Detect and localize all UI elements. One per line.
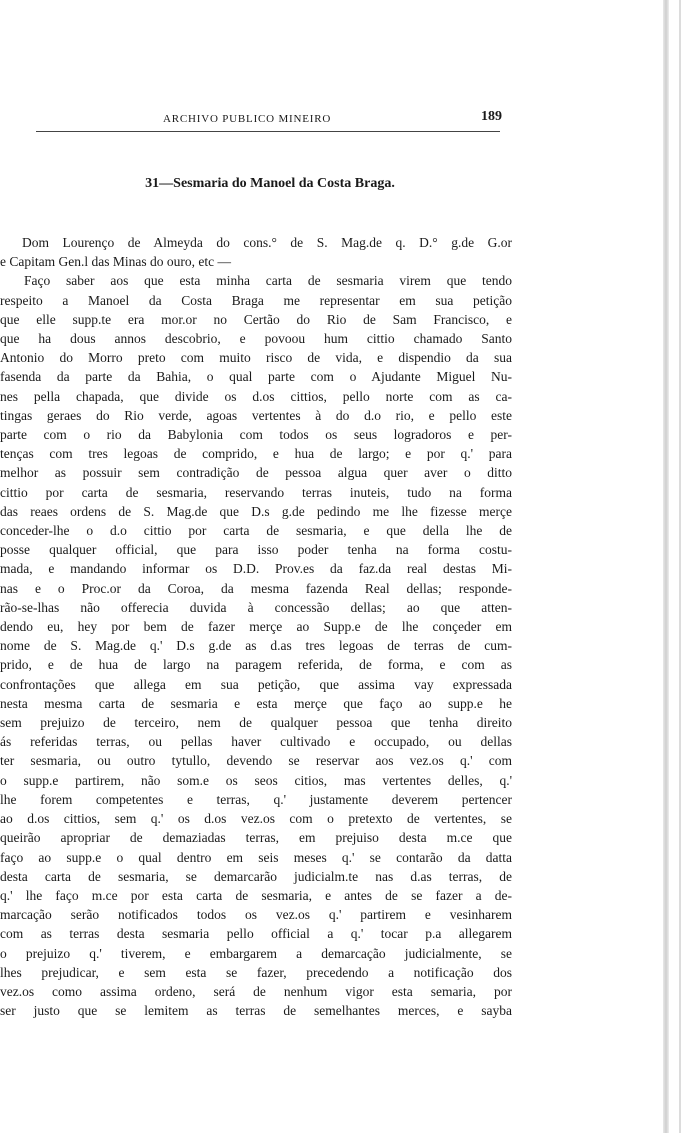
text-line: queirão apropriar de demaziadas terras, em prejuiso desta m.ce que: [0, 830, 512, 846]
text-line: parte com o rio da Babylonia com todos os seus logradoros e per-: [0, 427, 512, 443]
text-line: tingas geraes do Rio verde, agoas vertentes à do d.o rio, e pello este: [0, 407, 512, 423]
header-rule: [36, 131, 500, 132]
text-line: Antonio do Morro preto com muito risco de vida, e dispendio da sua: [0, 350, 512, 366]
text-line: desta carta de sesmaria, se demarcarão judicialm.te nas d.as terras, de: [0, 868, 512, 884]
text-line: dendo eu, hey por bem de fazer merçe ao Supp.e de lhe conçeder em: [0, 619, 512, 635]
running-title: ARCHIVO PUBLICO MINEIRO: [163, 113, 332, 125]
text-line: o prejuizo q.' tiverem, e embargarem a demarcação judicialmente, se: [0, 945, 512, 961]
text-line: respeito a Manoel da Costa Braga me representar em sua petição: [0, 292, 512, 308]
page-gutter-shadow: [663, 0, 669, 1133]
text-line: vez.os como assima ordeno, será de nenhum vigor esta semaria, por: [0, 983, 512, 999]
text-line: ao d.os cittios, sem q.' os d.os vez.os com o pretexto de vertentes, se: [0, 811, 512, 827]
text-line: Faço saber aos que esta minha carta de sesmaria virem que tendo: [24, 273, 512, 289]
text-line: marcação serão notificados todos os vez.os q.' partirem e vesinharem: [0, 907, 512, 923]
text-line: nesta mesma carta de sesmaria e esta merçe que faço ao supp.e he: [0, 695, 512, 711]
text-line: mada, e mandando informar os D.D. Prov.es da faz.da real destas Mi-: [0, 561, 512, 577]
text-line: tenças com tres legoas de comprido, e hua de largo; e por q.' para: [0, 446, 512, 462]
text-line: nes pella chapada, que divide os d.os cittios, pello norte com as ca-: [0, 388, 512, 404]
text-line: com as terras desta sesmaria pello official a q.' tocar p.a allegarem: [0, 926, 512, 942]
text-line: que ha dous annos descobrio, e povoou hum cittio chamado Santo: [0, 331, 512, 347]
text-line: nas e o Proc.or da Coroa, da mesma fazenda Real dellas; responde-: [0, 580, 512, 596]
text-line: lhe forem competentes e terras, q.' justamente deverem pertencer: [0, 791, 512, 807]
text-line: Dom Lourenço de Almeyda do cons.° de S. Mag.de q. D.° g.de G.or: [22, 235, 512, 250]
text-line: das reaes ordens de S. Mag.de que D.s g.de pedindo me lhe fizesse merçe: [0, 503, 512, 519]
text-line: fasenda da parte da Bahia, o qual parte com o Ajudante Miguel Nu-: [0, 369, 512, 385]
text-line: rão-se-lhas não offerecia duvida à concessão dellas; ao que atten-: [0, 599, 512, 615]
text-line: melhor as possuir sem contradição de pessoa algua quer aver o ditto: [0, 465, 512, 481]
text-line: ser justo que se lemitem as terras de semelhantes merces, e sayba: [0, 1003, 512, 1019]
text-line: confrontações que allega em sua petição, que assima vay expressada: [0, 676, 512, 692]
section-heading: 31—Sesmaria do Manoel da Costa Braga.: [145, 176, 395, 191]
text-line: nome de S. Mag.de q.' D.s g.de as d.as tres legoas de terras de cum-: [0, 638, 512, 654]
text-line: o supp.e partirem, não som.e os seos citios, mas vertentes delles, q.': [0, 772, 512, 788]
text-line: conceder-lhe o d.o cittio por carta de sesmaria, e que della lhe de: [0, 523, 512, 539]
text-line: e Capitam Gen.l das Minas do ouro, etc —: [0, 254, 231, 270]
text-line: posse qualquer official, que para isso poder tenha na forma costu-: [0, 542, 512, 558]
text-line: q.' lhe faço m.ce por esta carta de sesmaria, e antes de se fazer a de-: [0, 887, 512, 903]
page-edge-line: [679, 0, 681, 1133]
body-text: [0, 233, 512, 1020]
text-line: faço ao supp.e o qual dentro em seis meses q.' se contarão da datta: [0, 849, 512, 865]
text-line: lhes prejudicar, e sem esta se fazer, precedendo a notificação dos: [0, 964, 512, 980]
text-line: prido, e de hua de largo na paragem referida, de forma, e com as: [0, 657, 512, 673]
page-number: 189: [481, 109, 502, 124]
text-line: ás referidas terras, ou pellas haver cultivado e occupado, ou dellas: [0, 734, 512, 750]
text-line: sem prejuizo de terceiro, nem de qualquer pessoa que tenha direito: [0, 715, 512, 731]
page-header: [0, 108, 520, 128]
text-line: ter sesmaria, ou outro tytullo, devendo se reservar aos vez.os q.' com: [0, 753, 512, 769]
text-line: que elle supp.te era mor.or no Certão do Rio de Sam Francisco, e: [0, 311, 512, 327]
text-line: cittio por carta de sesmaria, reservando terras inuteis, tudo na forma: [0, 484, 512, 500]
